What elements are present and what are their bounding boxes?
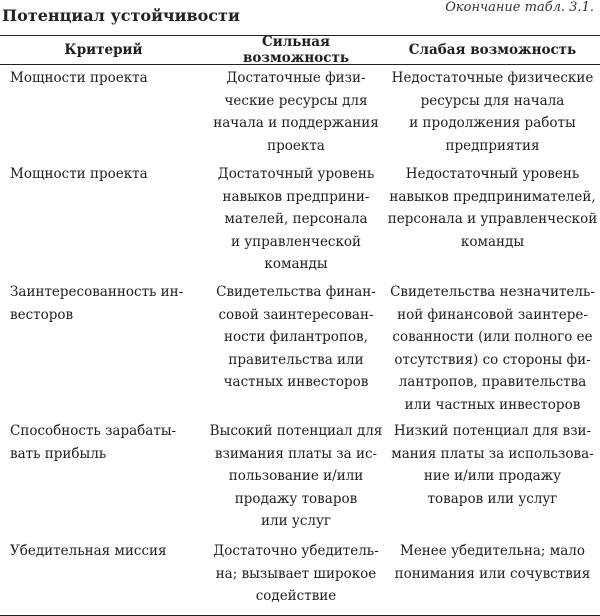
criterion-cell: Способность зарабаты- вать прибыль — [10, 423, 177, 462]
strong-cell: Свидетельства финан- совой заинтересован- ности филантропов, правительства или частных инвесторов — [216, 284, 376, 391]
header-weak: Слабая возможность — [408, 42, 577, 58]
criterion-cell: Мощности проекта — [10, 70, 148, 86]
criterion-cell: Убедительная миссия — [10, 543, 167, 559]
table-caption: Окончание табл. 3.1. — [445, 0, 594, 15]
table-row — [0, 65, 600, 161]
table-row — [0, 279, 600, 418]
criteria-table — [0, 35, 600, 616]
table-row — [0, 538, 600, 615]
weak-cell: Недостаточный уровень навыков предпринимателей, персонала и управленческой команды — [387, 166, 598, 250]
weak-cell: Недостаточные физические ресурсы для начала и продолжения работы предприятия — [391, 70, 594, 154]
table-row — [0, 161, 600, 279]
page-title: Потенциал устойчивости — [2, 6, 240, 25]
header-criterion: Критерий — [64, 42, 143, 58]
weak-cell: Низкий потенциал для взи- мания платы за использова- ние и/или продажу товаров или услуг — [391, 423, 594, 507]
table-header — [0, 36, 600, 65]
header-strong: Сильная возможность — [243, 34, 349, 66]
strong-cell: Достаточный уровень навыков предприни- мателей, персонала и управленческой команды — [217, 166, 375, 273]
strong-cell: Достаточные физи- ческие ресурсы для начала и поддержания проекта — [213, 70, 379, 154]
criterion-cell: Заинтересованность ин- весторов — [10, 284, 184, 323]
strong-cell: Достаточно убедитель- на; вызывает широкое содействие — [213, 543, 379, 605]
table-row — [0, 418, 600, 538]
weak-cell: Свидетельства незначитель- ной финансовой заинтере- сованности (или полного ее отсутствия) со стороны фи- лантропов, правительства или частных инвесторов — [390, 284, 595, 413]
criterion-cell: Мощности проекта — [10, 166, 148, 182]
weak-cell: Менее убедительна; мало понимания или сочувствия — [394, 543, 591, 582]
strong-cell: Высокий потенциал для взимания платы за ис- пользование и/или продажу товаров или услуг — [209, 423, 383, 530]
